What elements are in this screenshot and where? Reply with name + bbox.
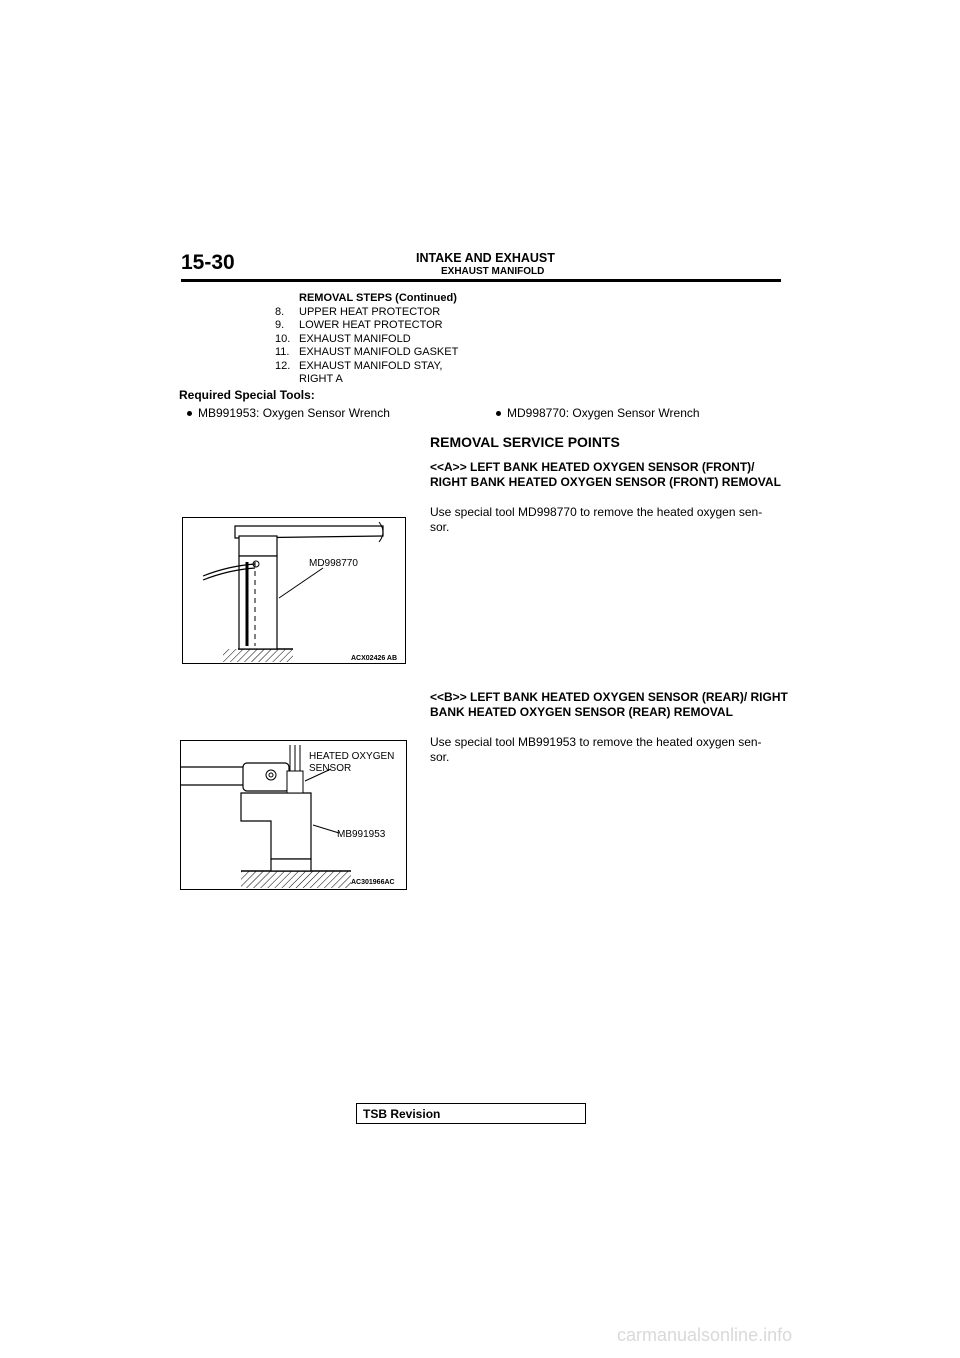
bullet-icon — [496, 411, 501, 416]
step-number: 12. — [275, 359, 291, 372]
special-tool-text: MB991953: Oxygen Sensor Wrench — [198, 406, 390, 420]
list-item — [275, 346, 458, 360]
step-text: EXHAUST MANIFOLD GASKET — [299, 346, 459, 358]
tsb-revision-label: TSB Revision — [363, 1107, 441, 1121]
tsb-revision-box — [356, 1103, 586, 1124]
figure1-code: ACX02426 AB — [351, 655, 398, 662]
step-number: 8. — [275, 305, 285, 318]
list-item — [275, 360, 458, 374]
header-rule — [181, 279, 781, 282]
service-point-a-body: Use special tool MD998770 to remove the heated oxygen sen- sor. — [430, 505, 763, 534]
figure2-label-3: MB991953 — [337, 829, 386, 840]
figure-md998770 — [182, 517, 406, 664]
figure1-label: MD998770 — [309, 558, 358, 569]
step-text: EXHAUST MANIFOLD — [299, 332, 411, 345]
step-text: UPPER HEAT PROTECTOR — [299, 305, 441, 318]
service-point-b-body: Use special tool MB991953 to remove the heated oxygen sen- sor. — [430, 735, 762, 764]
step-text: EXHAUST MANIFOLD STAY, — [299, 359, 443, 372]
list-item — [275, 319, 458, 333]
step-number: 10. — [275, 332, 291, 345]
special-tools-title: Required Special Tools: — [179, 388, 315, 402]
removal-steps-title: REMOVAL STEPS (Continued) — [299, 292, 457, 304]
page-number: 15-30 — [181, 251, 235, 274]
service-point-b-heading: <<B>> LEFT BANK HEATED OXYGEN SENSOR (REAR)/ RIGHT BANK HEATED OXYGEN SENSOR (REAR) REMOVAL — [430, 690, 788, 719]
wrench-illustration — [183, 518, 405, 663]
wrench-illustration — [181, 741, 406, 889]
special-tool-item — [496, 406, 700, 420]
figure2-label-2: SENSOR — [309, 763, 352, 774]
step-number: 9. — [275, 319, 285, 331]
removal-steps — [275, 292, 458, 387]
watermark: carmanualsonline.info — [617, 1325, 793, 1345]
bullet-icon — [187, 411, 192, 416]
figure-mb991953 — [180, 740, 407, 890]
service-points-title: REMOVAL SERVICE POINTS — [430, 434, 620, 450]
service-point-a-heading: <<A>> LEFT BANK HEATED OXYGEN SENSOR (FRONT)/ RIGHT BANK HEATED OXYGEN SENSOR (FRONT) REMOVAL — [430, 460, 781, 489]
list-item — [275, 373, 458, 387]
special-tool-text: MD998770: Oxygen Sensor Wrench — [507, 406, 700, 420]
step-text: RIGHT A — [299, 373, 343, 385]
section-title: INTAKE AND EXHAUST — [416, 251, 555, 265]
figure2-label-1: HEATED OXYGEN — [309, 751, 395, 762]
step-text: LOWER HEAT PROTECTOR — [299, 319, 443, 331]
list-item — [275, 333, 458, 347]
step-number: 11. — [275, 346, 290, 358]
special-tool-item — [187, 406, 390, 420]
list-item — [275, 306, 458, 320]
subsection-title: EXHAUST MANIFOLD — [441, 266, 545, 277]
step-number — [275, 373, 299, 387]
figure2-code: AC301966AC — [351, 879, 395, 886]
